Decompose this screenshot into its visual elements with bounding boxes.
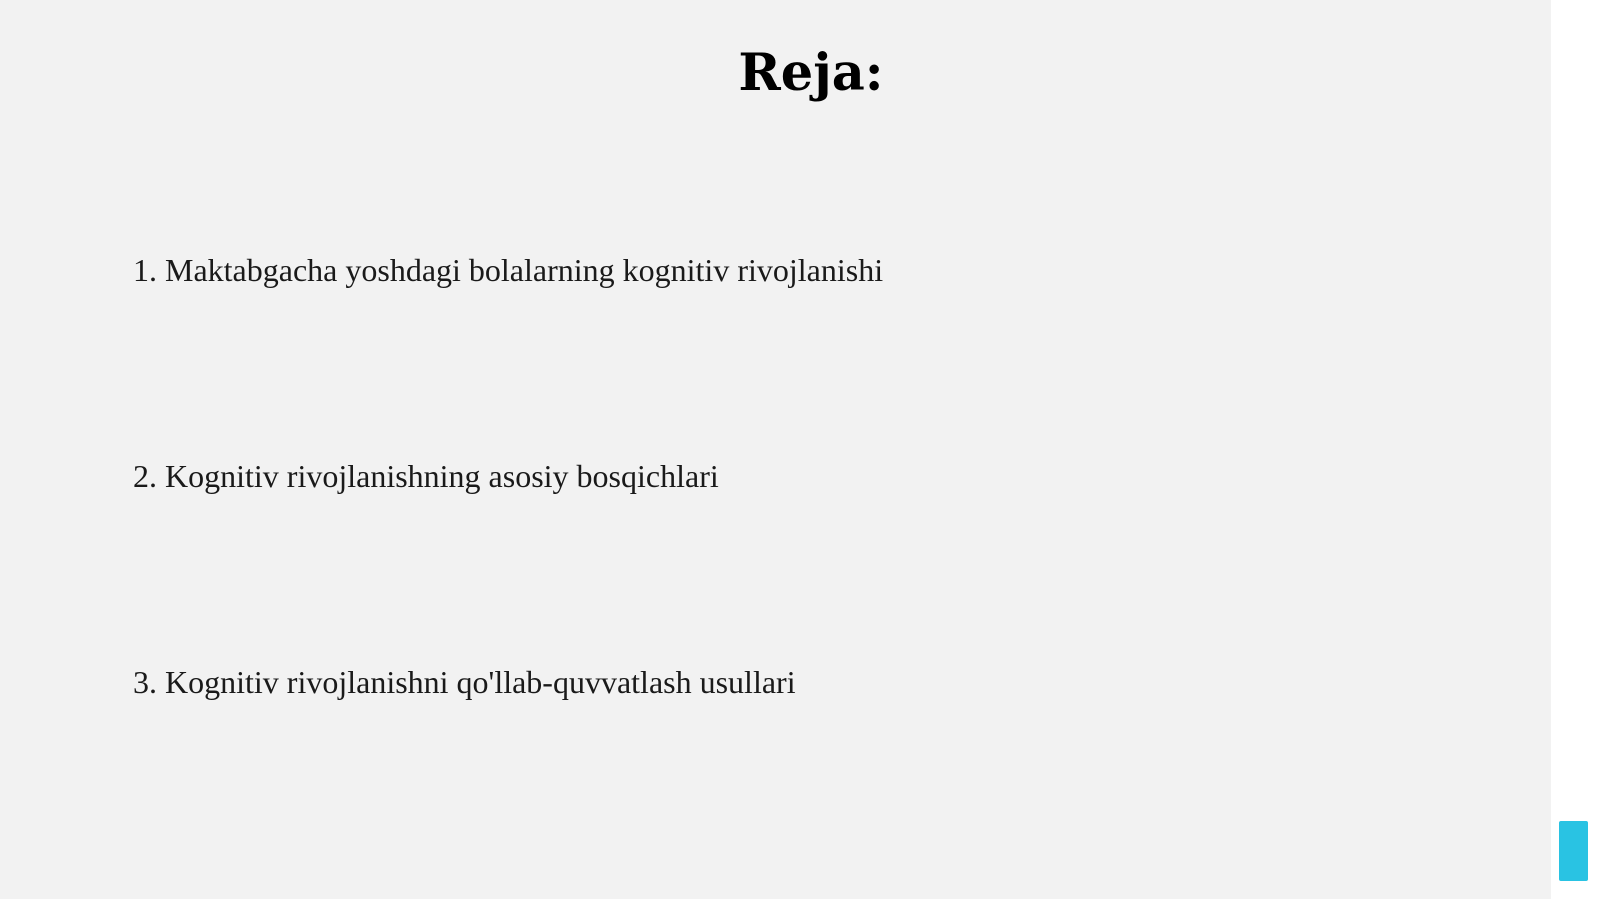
side-panel-tab[interactable] xyxy=(1559,821,1588,881)
side-panel-strip xyxy=(1551,0,1600,899)
slide-title: Reja: xyxy=(738,43,884,103)
plan-item-1: 1. Maktabgacha yoshdagi bolalarning kognitiv rivojlanishi xyxy=(133,252,884,288)
plan-item-3: 3. Kognitiv rivojlanishni qo'llab-quvvatlash usullari xyxy=(133,664,796,700)
plan-list xyxy=(133,0,1433,899)
plan-item-2: 2. Kognitiv rivojlanishning asosiy bosqichlari xyxy=(133,458,719,494)
